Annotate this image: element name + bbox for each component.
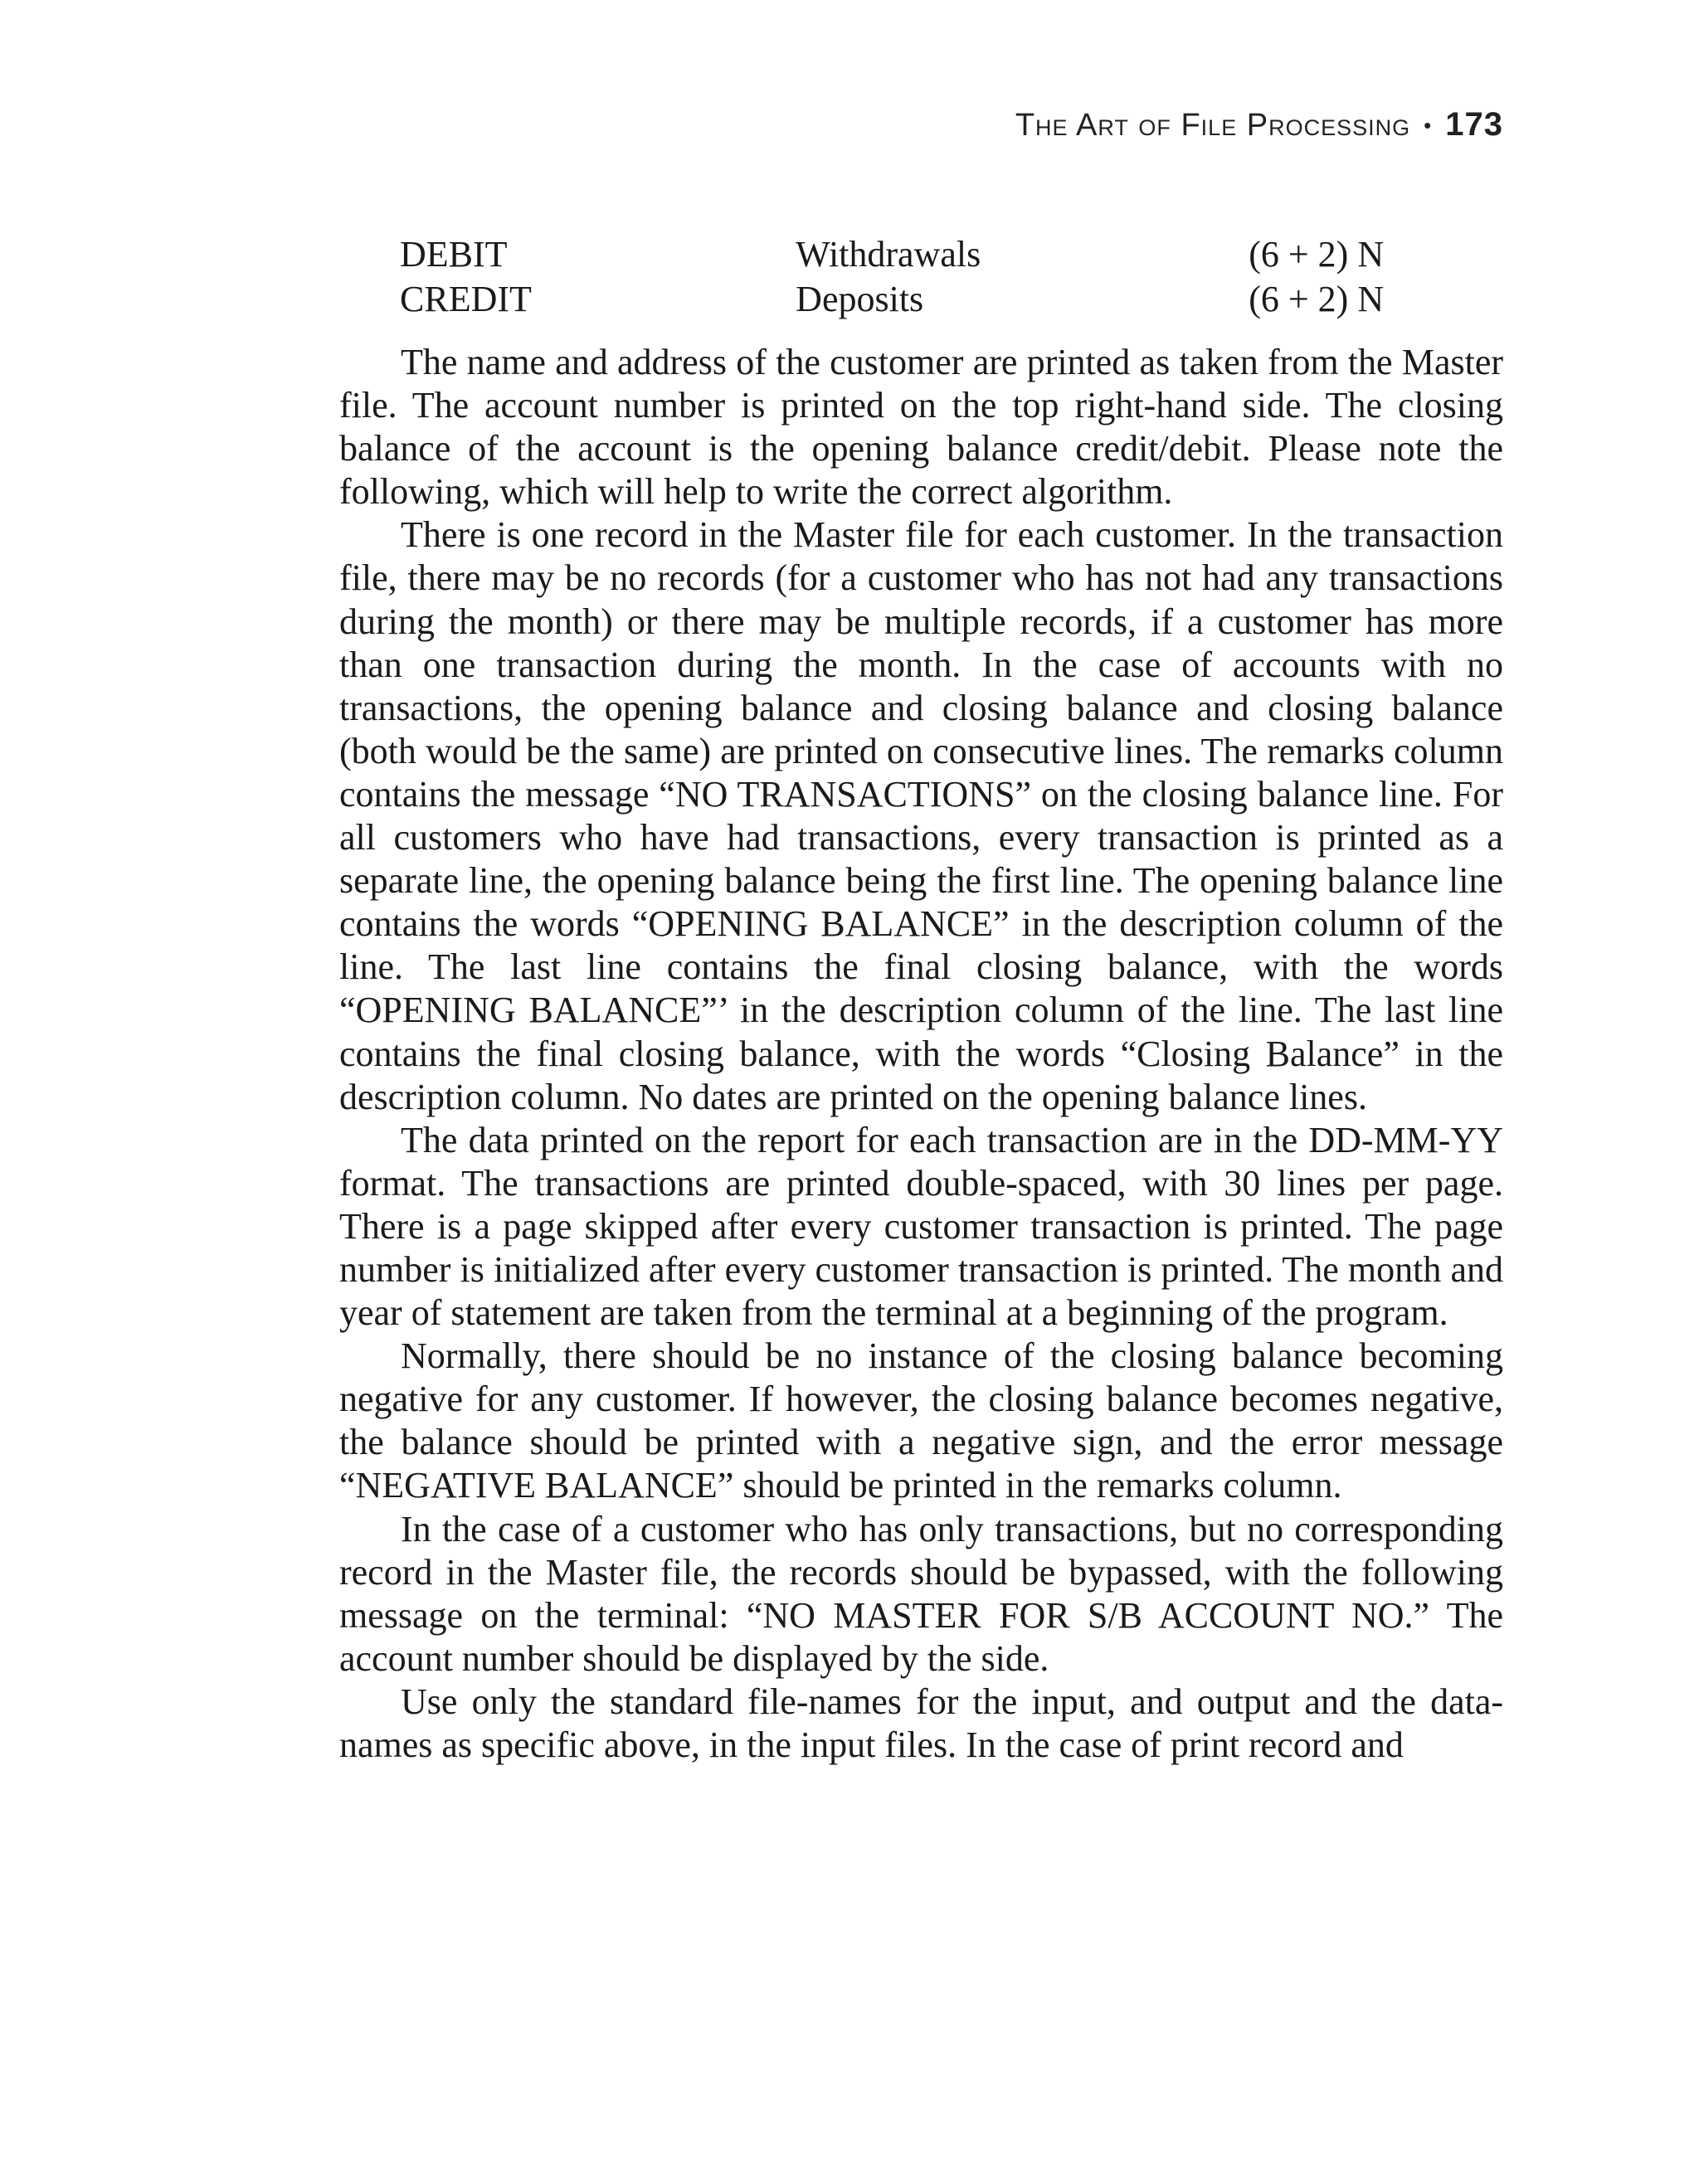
field-format: (6 + 2) N <box>1249 234 1385 275</box>
field-name: CREDIT <box>400 279 532 319</box>
field-row <box>400 277 1412 322</box>
paragraph: The data printed on the report for each transaction are in the DD-MM-YY format. The transactions are printed double-spaced, with 30 lines per page. There is a page skipped after every customer transaction is printed. The page number is initialized after every customer transaction is printed. The month and year of statement are taken from the terminal at a beginning of the program. <box>339 1119 1503 1334</box>
running-head-title: The Art of File Processing <box>1015 108 1411 143</box>
paragraph: The name and address of the customer are printed as taken from the Master file. The account number is printed on the top right-hand side. The closing balance of the account is the opening balance credit/debit. Please note the following, which will help to write the correct algorithm. <box>339 342 1503 513</box>
field-name: DEBIT <box>400 234 508 275</box>
paragraph: Normally, there should be no instance of the closing balance becoming negative for any customer. If however, the closing balance becomes negative, the balance should be printed with a negative sign, and the error message “NEGATIVE BALANCE” should be printed in the remarks column. <box>339 1335 1503 1506</box>
field-definition-table <box>400 232 1412 322</box>
field-description: Deposits <box>796 279 924 319</box>
running-head-bullet: • <box>1424 113 1433 138</box>
paragraph: Use only the standard file-names for the input, and output and the data-names as specific above, in the input files. In the case of print record and <box>339 1681 1503 1765</box>
body-text <box>339 341 1503 1767</box>
page-number: 173 <box>1445 106 1503 143</box>
running-head <box>1015 106 1503 143</box>
field-format: (6 + 2) N <box>1249 279 1385 319</box>
field-description: Withdrawals <box>796 234 981 275</box>
paragraph: There is one record in the Master file for each customer. In the transaction file, there may be no records (for a customer who has not had any transactions during the month) or there may be multiple records, if a customer has more than one transaction during the month. In the case of accounts with no transactions, the opening balance and closing balance and closing balance (both would be the same) are printed on consecutive lines. The remarks column contains the message “NO TRANSACTIONS” on the closing balance line. For all customers who have had transactions, every transaction is printed as a separate line, the opening balance being the first line. The opening balance line contains the words “OPENING BALANCE” in the description column of the line. The last line contains the final closing balance, with the words “OPENING BALANCE”’ in the description column of the line. The last line contains the final closing balance, with the words “Closing Balance” in the description column. No dates are printed on the opening balance lines. <box>339 514 1503 1117</box>
field-row <box>400 232 1412 277</box>
paragraph: In the case of a customer who has only transactions, but no corresponding record in the Master file, the records should be bypassed, with the following message on the terminal: “NO MASTER FOR S/B ACCOUNT NO.” The account number should be displayed by the side. <box>339 1508 1503 1679</box>
